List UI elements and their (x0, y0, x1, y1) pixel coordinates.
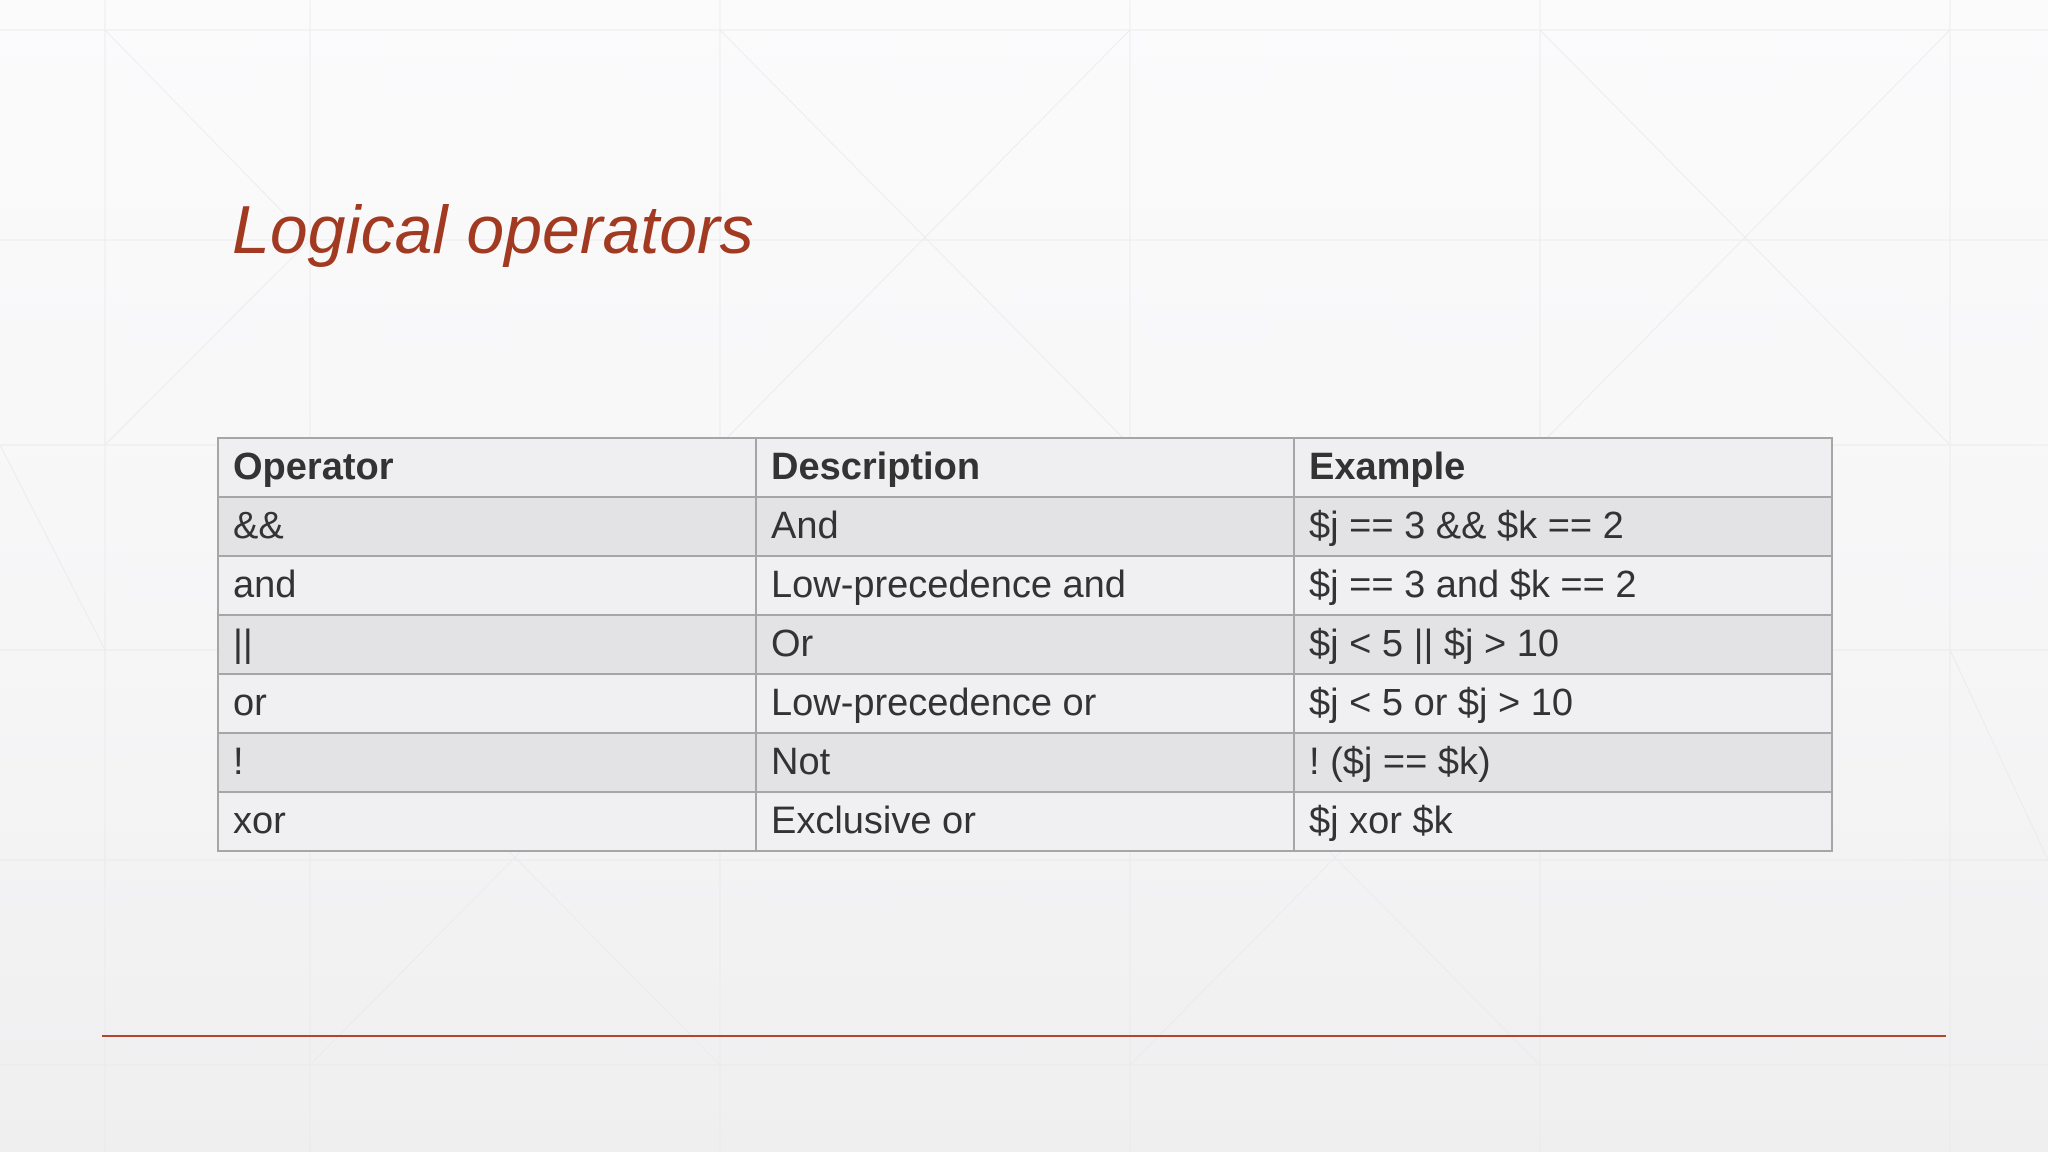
table-row (218, 733, 1832, 792)
table-row (218, 792, 1832, 851)
example-cell: $j < 5 || $j > 10 (1294, 615, 1832, 674)
table-row (218, 615, 1832, 674)
operator-cell: and (218, 556, 756, 615)
example-cell: $j == 3 and $k == 2 (1294, 556, 1832, 615)
operator-cell: ! (218, 733, 756, 792)
slide-title: Logical operators (232, 192, 754, 268)
table-row (218, 674, 1832, 733)
description-cell: Low-precedence and (756, 556, 1294, 615)
example-cell: $j xor $k (1294, 792, 1832, 851)
table-row (218, 556, 1832, 615)
table-header-row (218, 438, 1832, 497)
description-cell: Low-precedence or (756, 674, 1294, 733)
operator-cell: && (218, 497, 756, 556)
table-row (218, 497, 1832, 556)
description-cell: Exclusive or (756, 792, 1294, 851)
header-example: Example (1294, 438, 1832, 497)
example-cell: $j < 5 or $j > 10 (1294, 674, 1832, 733)
operator-cell: || (218, 615, 756, 674)
description-cell: And (756, 497, 1294, 556)
example-cell: ! ($j == $k) (1294, 733, 1832, 792)
operators-table (217, 437, 1833, 852)
description-cell: Not (756, 733, 1294, 792)
example-cell: $j == 3 && $k == 2 (1294, 497, 1832, 556)
header-operator: Operator (218, 438, 756, 497)
footer-divider (102, 1035, 1946, 1037)
operator-cell: or (218, 674, 756, 733)
operator-cell: xor (218, 792, 756, 851)
description-cell: Or (756, 615, 1294, 674)
header-description: Description (756, 438, 1294, 497)
